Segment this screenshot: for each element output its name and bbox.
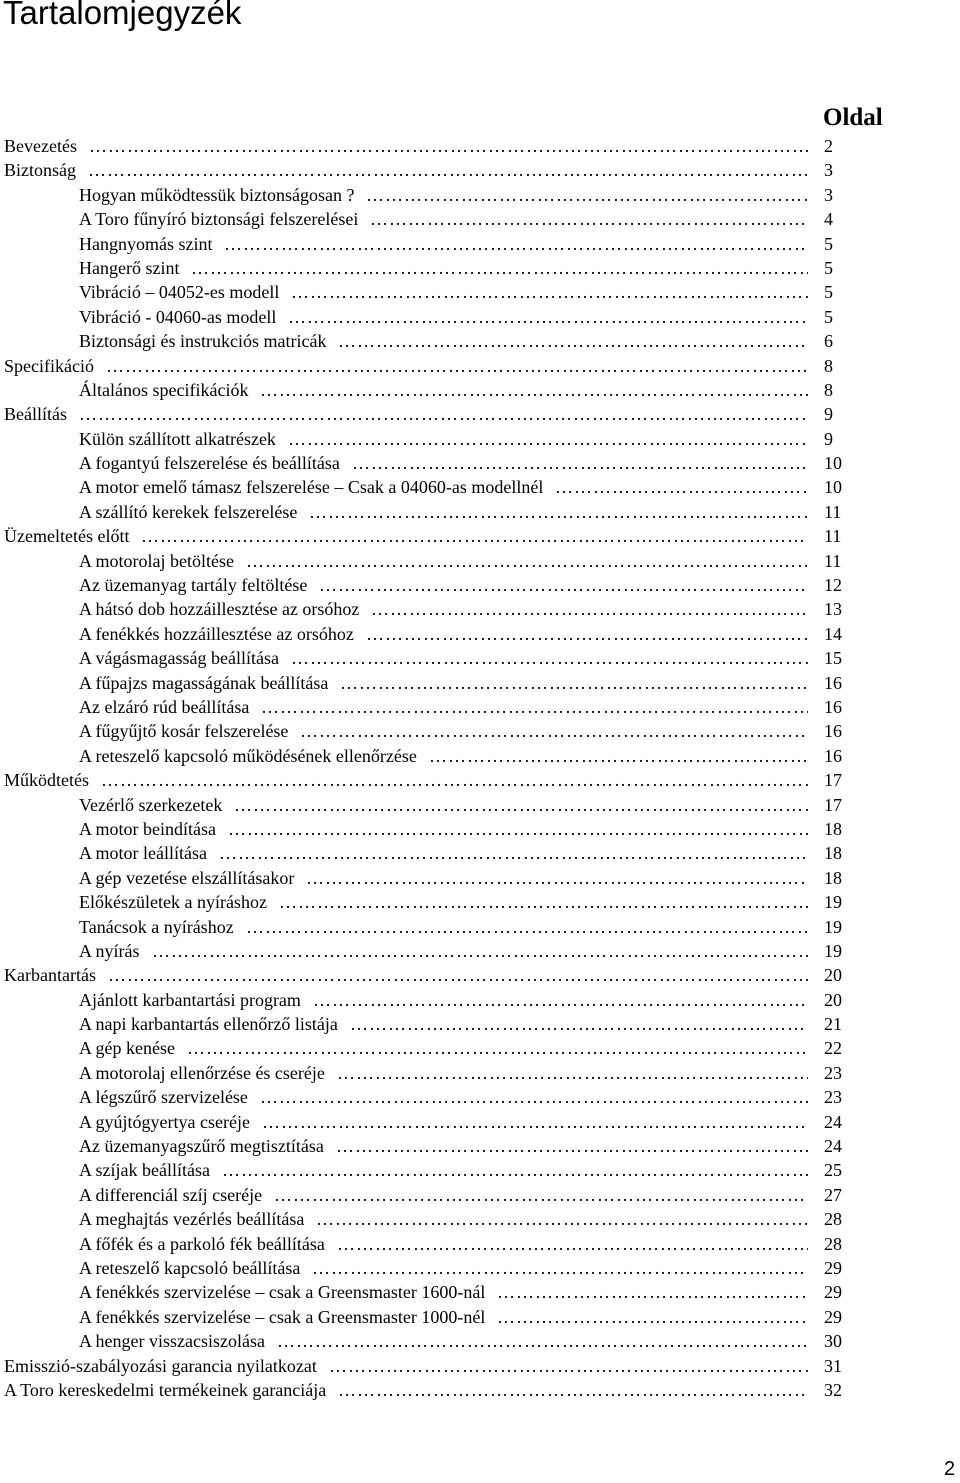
toc-leader-dots [366,183,808,207]
toc-entry-page: 29 [824,1306,842,1327]
toc-leader-dots [337,1061,808,1085]
toc-leader-dots [306,866,808,890]
toc-entry-label: A motor emelő támasz felszerelése – Csak a 04060-as modellnél [79,477,544,498]
toc-entry-page: 9 [824,404,833,425]
toc-leader-dots [88,158,808,182]
toc-entry-page: 12 [824,575,842,596]
toc-entry[interactable] [0,134,960,158]
toc-leader-dots [371,597,808,621]
toc-entry[interactable] [0,427,960,451]
toc-entry[interactable] [0,256,960,280]
toc-leader-dots [338,329,808,353]
toc-entry-page: 19 [824,940,842,961]
toc-leader-dots [337,1232,808,1256]
toc-entry-label: Vibráció – 04052-es modell [79,282,280,303]
toc-leader-dots [288,305,808,329]
toc-entry-label: A fogantyú felszerelése és beállítása [79,453,340,474]
toc-entry-page: 24 [824,1136,842,1157]
toc-entry-page: 23 [824,1087,842,1108]
toc-entry[interactable] [0,354,960,378]
toc-entry[interactable] [0,744,960,768]
toc-leader-dots [340,671,808,695]
toc-entry-label: A hátsó dob hozzáillesztése az orsóhoz [79,599,360,620]
toc-entry-page: 18 [824,867,842,888]
toc-leader-dots [222,1158,808,1182]
toc-entry[interactable] [0,915,960,939]
toc-entry[interactable] [0,1329,960,1353]
toc-leader-dots [312,1256,808,1280]
toc-entry[interactable] [0,158,960,182]
toc-entry[interactable] [0,1036,960,1060]
toc-leader-dots [319,573,808,597]
toc-leader-dots [329,1354,808,1378]
toc-leader-dots [246,915,808,939]
toc-entry-label: Tanácsok a nyíráshoz [79,916,234,937]
toc-entry[interactable] [0,939,960,963]
toc-entry[interactable] [0,207,960,231]
toc-entry-label: Ajánlott karbantartási program [79,989,301,1010]
toc-entry-page: 10 [824,477,842,498]
toc-entry-label: A motor beindítása [79,818,216,839]
toc-entry-label: A fenékkés szervizelése – csak a Greensmaster 1000-nél [79,1306,486,1327]
toc-entry-label: A gyújtógyertya cseréje [79,1111,250,1132]
toc-leader-dots [191,256,808,280]
toc-entry-page: 15 [824,648,842,669]
toc-entry-page: 2 [824,136,833,156]
toc-entry[interactable] [0,1305,960,1329]
toc-leader-dots [246,549,808,573]
toc-entry-label: A főfék és a parkoló fék beállítása [79,1233,325,1254]
toc-entry-label: A gép kenése [79,1038,175,1059]
toc-entry[interactable] [0,817,960,841]
toc-entry-page: 19 [824,892,842,913]
toc-entry-label: Vezérlő szerkezetek [79,794,223,815]
toc-entry-label: Előkészületek a nyíráshoz [79,892,267,913]
toc-entry[interactable] [0,402,960,426]
toc-entry-label: A meghajtás vezérlés beállítása [79,1209,305,1230]
toc-entry[interactable] [0,1378,960,1402]
toc-leader-dots [497,1305,808,1329]
toc-entry-page: 18 [824,843,842,864]
toc-entry[interactable] [0,597,960,621]
toc-entry[interactable] [0,329,960,353]
toc-entry-label: A differenciál szíj cseréje [79,1184,263,1205]
toc-entry-page: 17 [824,770,842,791]
toc-entry-page: 3 [824,160,833,181]
toc-entry-page: 16 [824,745,842,766]
toc-entry-label: Hogyan működtessük biztonságosan ? [79,184,355,205]
toc-leader-dots [338,1378,808,1402]
toc-entry-label: A Toro fűnyíró biztonsági felszerelései [79,209,359,230]
toc-leader-dots [429,744,808,768]
toc-leader-dots [260,1085,808,1109]
toc-entry-page: 5 [824,257,833,278]
toc-entry[interactable] [0,1110,960,1134]
toc-entry-page: 29 [824,1257,842,1278]
toc-leader-dots [106,354,808,378]
toc-entry-label: A henger visszacsiszolása [79,1331,265,1352]
toc-entry[interactable] [0,475,960,499]
toc-entry[interactable] [0,622,960,646]
toc-leader-dots [370,207,808,231]
toc-entry-label: Külön szállított alkatrészek [79,428,276,449]
toc-entry-page: 19 [824,916,842,937]
toc-entry-label: A gép vezetése elszállításakor [79,867,295,888]
toc-entry[interactable] [0,183,960,207]
toc-entry-label: Specifikáció [4,355,94,376]
toc-leader-dots [350,1012,808,1036]
toc-entry-label: A fenékkés hozzáillesztése az orsóhoz [79,623,354,644]
toc-entry-page: 8 [824,355,833,376]
toc-entry-label: Bevezetés [4,136,77,156]
toc-leader-dots [291,280,808,304]
toc-leader-dots [288,427,808,451]
toc-entry[interactable] [0,988,960,1012]
toc-entry-label: A motorolaj betöltése [79,550,234,571]
toc-entry-page: 28 [824,1233,842,1254]
toc-entry[interactable] [0,232,960,256]
toc-entry-page: 4 [824,209,833,230]
toc-entry-label: A motorolaj ellenőrzése és cseréje [79,1062,325,1083]
toc-leader-dots [108,963,808,987]
toc-entry-page: 13 [824,599,842,620]
toc-entry[interactable] [0,1280,960,1304]
toc-entry[interactable] [0,866,960,890]
toc-leader-dots [224,232,808,256]
toc-entry[interactable] [0,793,960,817]
toc-entry-label: Karbantartás [4,965,96,986]
toc-entry[interactable] [0,549,960,573]
toc-leader-dots [234,793,808,817]
toc-leader-dots [300,719,808,743]
toc-entry-label: Hangerő szint [79,257,180,278]
toc-entry-label: A fűgyűjtő kosár felszerelése [79,721,289,742]
toc-entry-page: 5 [824,233,833,254]
toc-entry-label: Az üzemanyagszűrő megtisztítása [79,1136,324,1157]
toc-entry[interactable] [0,963,960,987]
toc-entry[interactable] [0,890,960,914]
toc-entry[interactable] [0,1183,960,1207]
toc-entry[interactable] [0,1232,960,1256]
toc-entry-label: Általános specifikációk [79,379,249,400]
table-of-contents [0,134,960,1402]
toc-entry-page: 20 [824,965,842,986]
toc-entry-label: Működtetés [4,770,89,791]
toc-entry-page: 16 [824,672,842,693]
toc-leader-dots [352,451,808,475]
toc-leader-dots [89,134,808,158]
toc-entry-page: 20 [824,989,842,1010]
toc-entry-label: Vibráció - 04060-as modell [79,306,277,327]
toc-entry-label: A Toro kereskedelmi termékeinek garanciája [4,1379,327,1400]
toc-leader-dots [555,475,808,499]
toc-entry[interactable] [0,1085,960,1109]
toc-entry[interactable] [0,1158,960,1182]
toc-leader-dots [260,378,808,402]
toc-leader-dots [309,500,808,524]
toc-leader-dots [79,402,808,426]
toc-entry-page: 17 [824,794,842,815]
toc-entry-page: 16 [824,721,842,742]
toc-entry-label: Biztonsági és instrukciós matricák [79,331,327,352]
toc-leader-dots [313,988,808,1012]
toc-entry-label: A napi karbantartás ellenőrző listája [79,1014,338,1035]
toc-entry-page: 11 [824,501,842,522]
toc-leader-dots [277,1329,808,1353]
toc-leader-dots [366,622,808,646]
toc-entry-page: 25 [824,1160,842,1181]
toc-entry[interactable] [0,1207,960,1231]
toc-entry-label: A reteszelő kapcsoló beállítása [79,1257,301,1278]
toc-entry-page: 29 [824,1282,842,1303]
toc-entry[interactable] [0,671,960,695]
toc-entry-label: A szállító kerekek felszerelése [79,501,298,522]
toc-entry[interactable] [0,1061,960,1085]
toc-entry-label: A fűpajzs magasságának beállítása [79,672,329,693]
toc-entry-page: 3 [824,184,833,205]
toc-entry-page: 11 [824,550,842,571]
toc-leader-dots [291,646,808,670]
toc-entry-page: 22 [824,1038,842,1059]
toc-leader-dots [101,768,808,792]
toc-entry-page: 27 [824,1184,842,1205]
toc-entry-label: Üzemeltetés előtt [4,526,130,547]
toc-entry-page: 30 [824,1331,842,1352]
toc-entry-page: 5 [824,282,833,303]
toc-entry-label: A reteszelő kapcsoló működésének ellenőrzése [79,745,417,766]
toc-entry-page: 11 [824,526,842,547]
toc-leader-dots [261,695,808,719]
toc-entry-label: A légszűrő szervizelése [79,1087,248,1108]
toc-entry-label: Beállítás [4,404,67,425]
toc-leader-dots [497,1280,808,1304]
toc-entry-label: A nyírás [79,940,140,961]
toc-entry-page: 8 [824,379,833,400]
toc-leader-dots [228,817,808,841]
toc-entry-page: 32 [824,1379,842,1400]
toc-entry-page: 24 [824,1111,842,1132]
toc-entry[interactable] [0,573,960,597]
page-column-header: Oldal [823,104,883,131]
toc-entry-page: 21 [824,1014,842,1035]
toc-entry-page: 10 [824,453,842,474]
page-number: 2 [944,1458,956,1480]
toc-leader-dots [152,939,808,963]
toc-entry[interactable] [0,1012,960,1036]
toc-entry-page: 16 [824,696,842,717]
toc-entry-page: 28 [824,1209,842,1230]
toc-leader-dots [316,1207,808,1231]
toc-entry-page: 9 [824,428,833,449]
toc-entry-label: Emisszió-szabályozási garancia nyilatkozat [4,1355,317,1376]
toc-entry-page: 18 [824,818,842,839]
toc-entry[interactable] [0,1354,960,1378]
toc-entry[interactable] [0,646,960,670]
toc-entry[interactable] [0,695,960,719]
toc-leader-dots [279,890,808,914]
toc-entry-label: Az üzemanyag tartály feltöltése [79,575,308,596]
toc-leader-dots [336,1134,808,1158]
toc-entry-label: A motor leállítása [79,843,207,864]
toc-entry[interactable] [0,841,960,865]
toc-entry-label: A szíjak beállítása [79,1160,210,1181]
page-title: Tartalomjegyzék [3,0,242,31]
toc-entry[interactable] [0,719,960,743]
toc-entry-label: Biztonság [4,160,76,181]
toc-entry[interactable] [0,1134,960,1158]
toc-entry[interactable] [0,451,960,475]
toc-entry-page: 23 [824,1062,842,1083]
toc-entry-label: Az elzáró rúd beállítása [79,696,250,717]
toc-entry-label: A fenékkés szervizelése – csak a Greensmaster 1600-nál [79,1282,486,1303]
toc-entry-page: 31 [824,1355,842,1376]
toc-entry[interactable] [0,768,960,792]
toc-entry[interactable] [0,1256,960,1280]
toc-leader-dots [219,841,808,865]
toc-leader-dots [274,1183,808,1207]
toc-entry-page: 5 [824,306,833,327]
toc-entry[interactable] [0,524,960,548]
toc-entry-page: 14 [824,623,842,644]
toc-entry[interactable] [0,378,960,402]
toc-entry[interactable] [0,500,960,524]
toc-entry[interactable] [0,305,960,329]
toc-entry[interactable] [0,280,960,304]
toc-leader-dots [141,524,808,548]
toc-entry-page: 6 [824,331,833,352]
toc-entry-label: Hangnyomás szint [79,233,213,254]
toc-leader-dots [187,1036,808,1060]
toc-entry-label: A vágásmagasság beállítása [79,648,279,669]
toc-leader-dots [262,1110,808,1134]
